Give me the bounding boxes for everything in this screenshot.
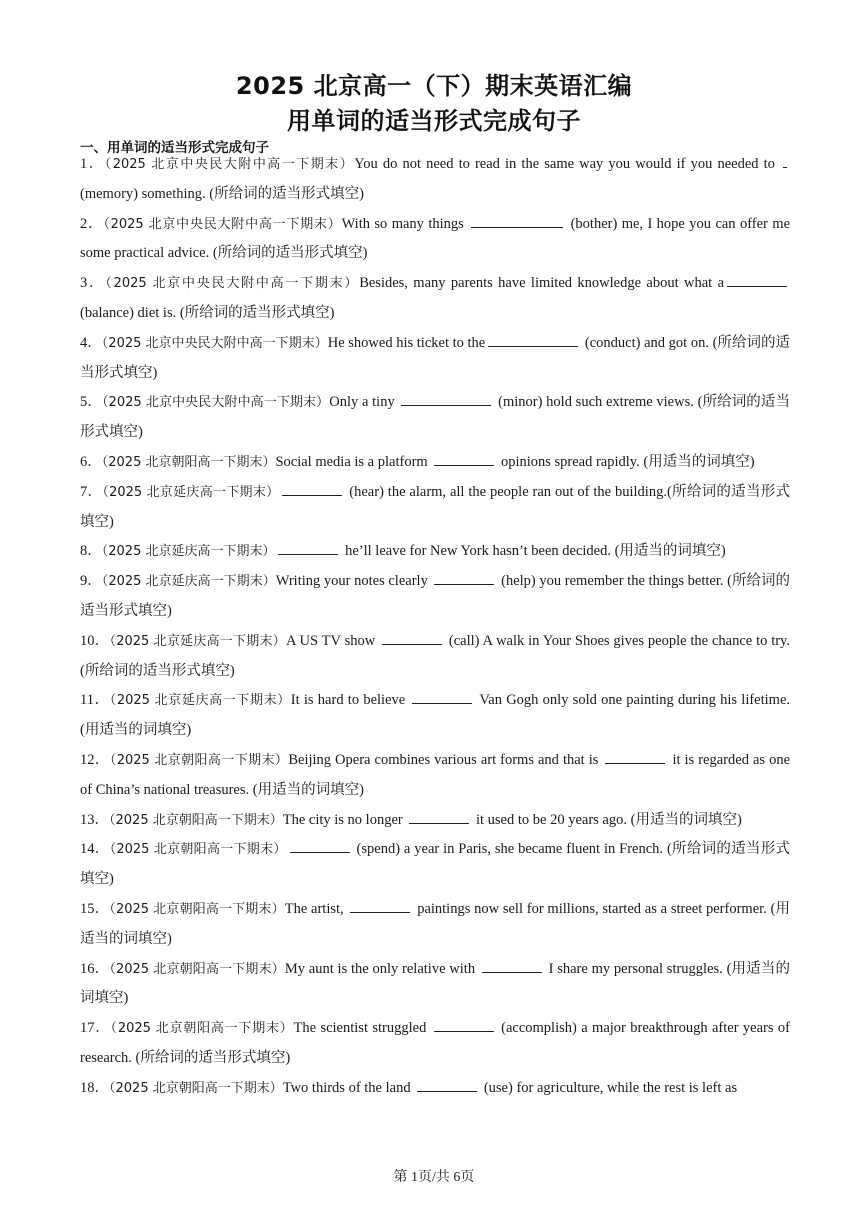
question-item <box>80 746 790 806</box>
question-item <box>80 448 790 478</box>
question-text-after-blank: it used to be 20 years ago. (用适当的词填空) <box>472 811 742 828</box>
question-text-after-blank: (memory) something. (所给词的适当形式填空) <box>80 185 364 202</box>
question-item <box>80 1014 790 1074</box>
question-text-after-blank: (bother) me, I hope you can offer me some practical advice. (所给词的适当形式填空) <box>80 215 790 262</box>
answer-blank[interactable] <box>434 570 494 586</box>
question-item <box>80 955 790 1015</box>
question-text-before-blank: Only a tiny <box>329 394 399 411</box>
question-source: （2025 北京朝阳高一下期末） <box>109 842 287 858</box>
question-source: （2025 北京朝阳高一下期末） <box>101 454 276 470</box>
question-text-before-blank: Besides, many parents have limited knowledge about what a <box>359 275 725 292</box>
question-list <box>80 150 790 1104</box>
answer-blank[interactable] <box>434 1017 494 1033</box>
question-source: （2025 北京中央民大附中高一下期末） <box>105 276 360 292</box>
answer-blank[interactable] <box>382 629 442 645</box>
question-source: （2025 北京朝阳高一下期末） <box>109 961 285 977</box>
question-number: 10． <box>80 632 110 649</box>
question-number: 9． <box>80 573 102 590</box>
question-text-before-blank: Beijing Opera combines various art forms and that is <box>288 751 603 768</box>
question-source: （2025 北京延庆高一下期末） <box>102 484 280 500</box>
question-source: （2025 北京朝阳高一下期末） <box>109 901 285 917</box>
question-number: 3． <box>80 275 106 292</box>
question-item <box>80 895 790 955</box>
question-number: 18． <box>80 1079 109 1096</box>
question-text-after-blank: (accomplish) a major breakthrough after years of research. (所给词的适当形式填空) <box>80 1020 790 1066</box>
question-item <box>80 150 790 210</box>
question-item <box>80 269 790 329</box>
question-text-before-blank: A US TV show <box>285 632 380 649</box>
answer-blank[interactable] <box>488 331 578 347</box>
question-text-after-blank: (minor) hold such extreme views. (所给词的适当形式填空) <box>80 394 791 441</box>
answer-blank[interactable] <box>401 391 491 407</box>
answer-blank[interactable] <box>727 272 787 288</box>
question-source: （2025 北京朝阳高一下期末） <box>109 1080 283 1096</box>
question-item <box>80 537 790 567</box>
question-number: 14． <box>80 841 110 858</box>
question-number: 15． <box>80 900 110 917</box>
question-text-before-blank: He showed his ticket to the <box>327 334 486 351</box>
question-text-after-blank: Van Gogh only sold one painting during his lifetime. (用适当的词填空) <box>80 692 791 739</box>
question-text-after-blank: (hear) the alarm, all the people ran out of the building.(所给词的适当形式填空) <box>80 483 791 530</box>
question-number: 17． <box>80 1020 111 1037</box>
question-item <box>80 567 790 627</box>
question-text-after-blank: it is regarded as one of China’s national treasures. (用适当的词填空) <box>80 751 791 798</box>
question-text-before-blank: The scientist struggled <box>293 1020 431 1037</box>
question-source: （2025 北京中央民大附中高一下期末） <box>104 157 355 172</box>
document-subtitle: 用单词的适当形式完成句子 <box>287 107 581 135</box>
question-source: （2025 北京朝阳高一下期末） <box>110 1021 294 1037</box>
document-title: 2025 北京高一（下）期末英语汇编 <box>235 72 633 100</box>
question-item <box>80 478 790 538</box>
question-item <box>80 329 790 389</box>
question-source: （2025 北京中央民大附中高一下期末） <box>103 216 342 232</box>
question-text-after-blank: (conduct) and got on. (所给词的适当形式填空) <box>80 334 790 381</box>
question-number: 4． <box>80 334 102 351</box>
question-text-before-blank: Writing your notes clearly <box>275 573 432 590</box>
question-text-before-blank: Social media is a platform <box>275 453 432 470</box>
question-number: 7． <box>80 483 103 500</box>
answer-blank[interactable] <box>482 957 542 973</box>
question-item <box>80 1074 790 1104</box>
question-text-after-blank: I share my personal struggles. (用适当的词填空) <box>80 960 791 1007</box>
question-text-before-blank: The city is no longer <box>282 811 407 828</box>
question-text-before-blank: The artist, <box>284 900 348 917</box>
question-text-before-blank: You do not need to read in the same way you would if you needed to <box>354 156 781 172</box>
question-item <box>80 210 790 270</box>
question-text-after-blank: (help) you remember the things better. (所给词的适当形式填空) <box>80 573 791 619</box>
answer-blank[interactable] <box>783 153 787 169</box>
question-source: （2025 北京中央民大附中高一下期末） <box>101 395 330 411</box>
question-text-before-blank: It is hard to believe <box>290 692 410 709</box>
question-text-after-blank: he’ll leave for New York hasn’t been decided. (用适当的词填空) <box>341 543 726 560</box>
question-item <box>80 835 790 895</box>
question-text-before-blank: With so many things <box>341 215 469 232</box>
question-source: （2025 北京朝阳高一下期末） <box>109 752 289 768</box>
question-text-after-blank: (use) for agriculture, while the rest is left as <box>480 1079 738 1096</box>
question-source: （2025 北京延庆高一下期末） <box>101 574 276 590</box>
question-number: 5． <box>80 394 102 411</box>
answer-blank[interactable] <box>409 808 469 824</box>
question-source: （2025 北京延庆高一下期末） <box>109 633 286 649</box>
question-source: （2025 北京延庆高一下期末） <box>101 544 276 560</box>
question-text-after-blank: (call) A walk in Your Shoes gives people the chance to try. (所给词的适当形式填空) <box>80 632 790 679</box>
question-item <box>80 627 790 687</box>
question-source: （2025 北京延庆高一下期末） <box>109 693 291 709</box>
question-item <box>80 388 790 448</box>
question-source: （2025 北京朝阳高一下期末） <box>109 812 283 828</box>
answer-blank[interactable] <box>412 689 472 705</box>
question-number: 1． <box>80 156 105 172</box>
answer-blank[interactable] <box>278 540 338 556</box>
question-text-after-blank: opinions spread rapidly. (用适当的词填空) <box>497 453 755 470</box>
question-text-before-blank: Two thirds of the land <box>282 1079 415 1096</box>
answer-blank[interactable] <box>605 748 665 764</box>
question-number: 2． <box>80 215 104 232</box>
answer-blank[interactable] <box>434 450 494 466</box>
answer-blank[interactable] <box>350 897 410 913</box>
question-number: 16． <box>80 960 110 977</box>
answer-blank[interactable] <box>282 480 342 496</box>
answer-blank[interactable] <box>417 1076 477 1092</box>
question-number: 11． <box>80 692 110 709</box>
question-text-after-blank: (balance) diet is. (所给词的适当形式填空) <box>80 304 335 321</box>
question-number: 13． <box>80 811 109 828</box>
question-number: 12． <box>80 751 110 768</box>
question-text-after-blank: paintings now sell for millions, started as a street performer. (用适当的词填空) <box>80 900 791 947</box>
page-number: 第 1页/共 6页 <box>393 1170 475 1185</box>
answer-blank[interactable] <box>471 212 563 228</box>
answer-blank[interactable] <box>290 838 350 854</box>
section-heading: 一、用单词的适当形式完成句子 <box>80 140 269 156</box>
question-text-before-blank: My aunt is the only relative with <box>284 960 479 977</box>
question-item <box>80 686 790 746</box>
question-text-after-blank: (spend) a year in Paris, she became fluent in French. (所给词的适当形式填空) <box>80 841 791 888</box>
question-item <box>80 806 790 836</box>
question-number: 8． <box>80 543 102 560</box>
question-number: 6． <box>80 453 102 470</box>
question-source: （2025 北京中央民大附中高一下期末） <box>101 335 328 351</box>
